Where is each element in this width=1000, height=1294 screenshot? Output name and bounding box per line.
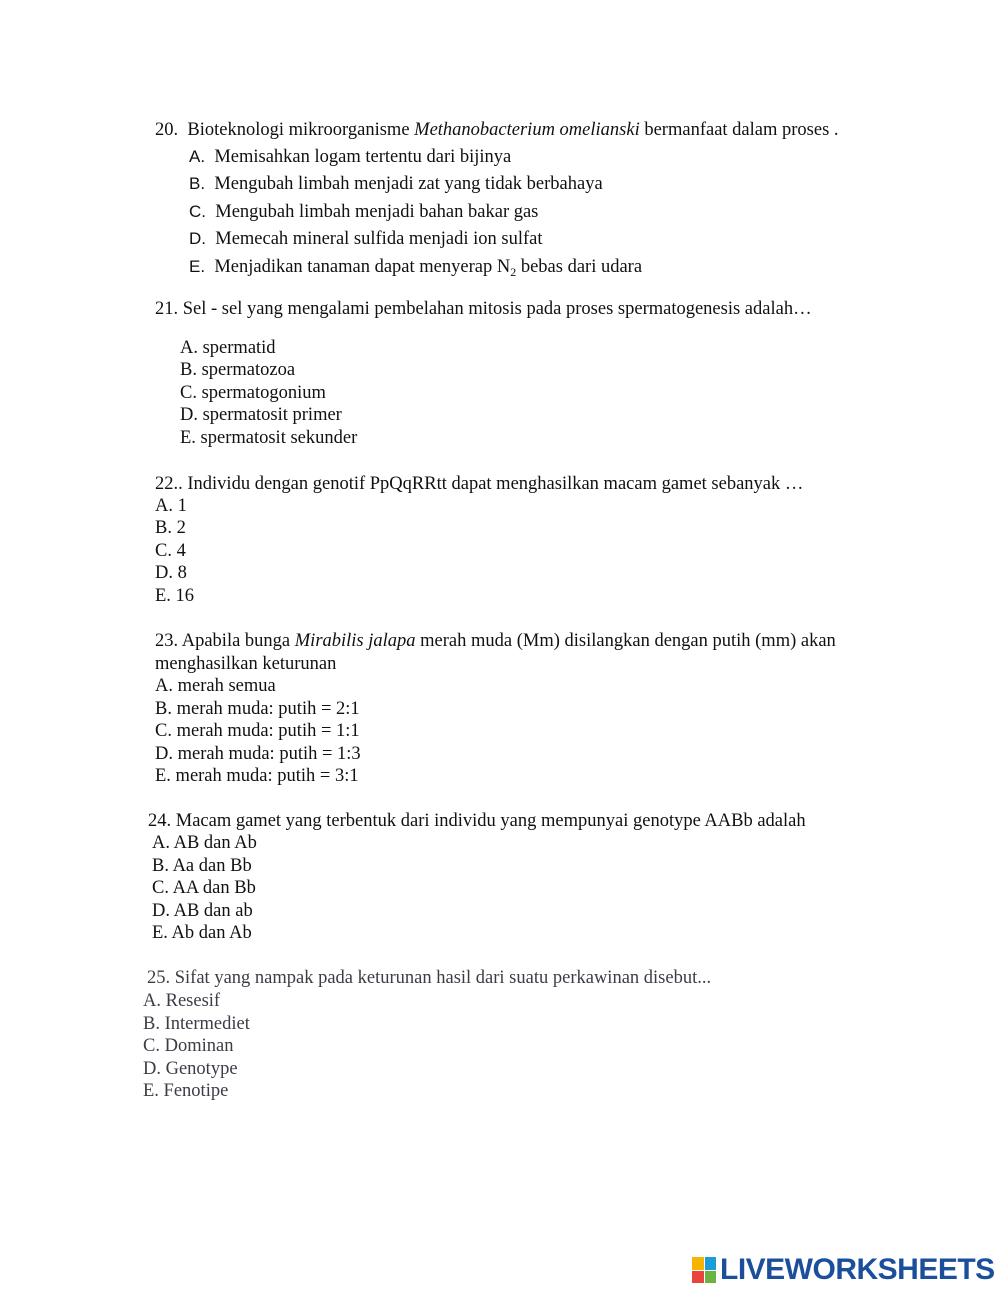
q23-text-b: merah muda (Mm) disilangkan dengan putih (mm) akan: [415, 631, 836, 651]
logo-square-1: [692, 1257, 704, 1270]
q22-option-b[interactable]: B. 2: [155, 518, 186, 538]
q24-option-c[interactable]: C. AA dan Bb: [152, 878, 256, 898]
q20-option-letter: A.: [189, 147, 206, 166]
q24-option-b[interactable]: B. Aa dan Bb: [152, 856, 252, 876]
q20-option-text: Menjadikan tanaman dapat menyerap N: [214, 257, 511, 277]
q24-option-e[interactable]: E. Ab dan Ab: [152, 923, 252, 943]
q23-option-a[interactable]: A. merah semua: [155, 676, 276, 696]
q23-option-e[interactable]: E. merah muda: putih = 3:1: [155, 766, 359, 786]
q20-option-text: Memecah mineral sulfida menjadi ion sulfat: [215, 229, 543, 249]
q24-option-a[interactable]: A. AB dan Ab: [152, 833, 257, 853]
question-24: 24. Macam gamet yang terbentuk dari individu yang mempunyai genotype AABb adalah: [148, 811, 806, 831]
q25-option-c[interactable]: C. Dominan: [143, 1036, 234, 1056]
liveworksheets-logo-text: LIVEWORKSHEETS: [720, 1253, 995, 1286]
q20-option-letter: D.: [189, 229, 206, 248]
logo-square-2: [705, 1257, 717, 1270]
q21-option-d[interactable]: D. spermatosit primer: [180, 405, 342, 425]
q25-option-b[interactable]: B. Intermediet: [143, 1014, 250, 1034]
q20-option-b[interactable]: [189, 173, 603, 195]
q23-line-2: menghasilkan keturunan: [155, 654, 337, 674]
q22-option-c[interactable]: C. 4: [155, 541, 186, 561]
q21-option-b[interactable]: B. spermatozoa: [180, 360, 296, 380]
q20-option-text: Mengubah limbah menjadi bahan bakar gas: [215, 202, 539, 222]
q20-option-text: Mengubah limbah menjadi zat yang tidak berbahaya: [214, 174, 603, 194]
liveworksheets-logo[interactable]: [692, 1254, 995, 1286]
q20-option-text: Memisahkan logam tertentu dari bijinya: [214, 147, 512, 167]
q20-text-italic: Methanobacterium omelianski: [414, 120, 640, 140]
q20-option-a[interactable]: [189, 146, 511, 168]
q20-option-letter: B.: [189, 174, 206, 193]
q20-option-c[interactable]: [189, 201, 538, 223]
q25-option-e[interactable]: E. Fenotipe: [143, 1081, 229, 1101]
q23-text-a: 23. Apabila bunga: [155, 631, 295, 651]
q20-option-subscript: 2: [510, 265, 517, 279]
q23-option-b[interactable]: B. merah muda: putih = 2:1: [155, 699, 360, 719]
q20-option-text: bebas dari udara: [516, 257, 643, 277]
q23-text-italic: Mirabilis jalapa: [294, 631, 416, 651]
q20-option-letter: C.: [189, 202, 206, 221]
q23-option-d[interactable]: D. merah muda: putih = 1:3: [155, 744, 361, 764]
question-20: [155, 119, 839, 141]
logo-square-3: [692, 1271, 704, 1284]
q20-option-e[interactable]: [189, 256, 642, 278]
q24-option-d[interactable]: D. AB dan ab: [152, 901, 253, 921]
q21-option-a[interactable]: A. spermatid: [180, 338, 276, 358]
q25-option-a[interactable]: A. Resesif: [143, 991, 221, 1011]
q20-option-letter: E.: [189, 257, 206, 276]
q22-option-e[interactable]: E. 16: [155, 586, 195, 606]
liveworksheets-logo-icon: [692, 1257, 716, 1283]
q20-text-a: Bioteknologi mikroorganisme: [187, 120, 415, 140]
q23-option-c[interactable]: C. merah muda: putih = 1:1: [155, 721, 360, 741]
q20-text-b: bermanfaat dalam proses .: [639, 120, 839, 140]
q20-number: 20.: [155, 120, 179, 140]
logo-square-4: [705, 1271, 717, 1284]
question-25: 25. Sifat yang nampak pada keturunan hasil dari suatu perkawinan disebut...: [147, 968, 712, 988]
q25-option-d[interactable]: D. Genotype: [143, 1059, 238, 1079]
q21-option-e[interactable]: E. spermatosit sekunder: [180, 428, 358, 448]
question-22: 22.. Individu dengan genotif PpQqRRtt dapat menghasilkan macam gamet sebanyak …: [155, 474, 804, 494]
question-23: [155, 630, 836, 652]
q22-option-d[interactable]: D. 8: [155, 563, 187, 583]
q22-option-a[interactable]: A. 1: [155, 496, 187, 516]
q20-option-d[interactable]: [189, 228, 543, 250]
q21-option-c[interactable]: C. spermatogonium: [180, 383, 326, 403]
question-21: 21. Sel - sel yang mengalami pembelahan mitosis pada proses spermatogenesis adalah…: [155, 299, 812, 319]
